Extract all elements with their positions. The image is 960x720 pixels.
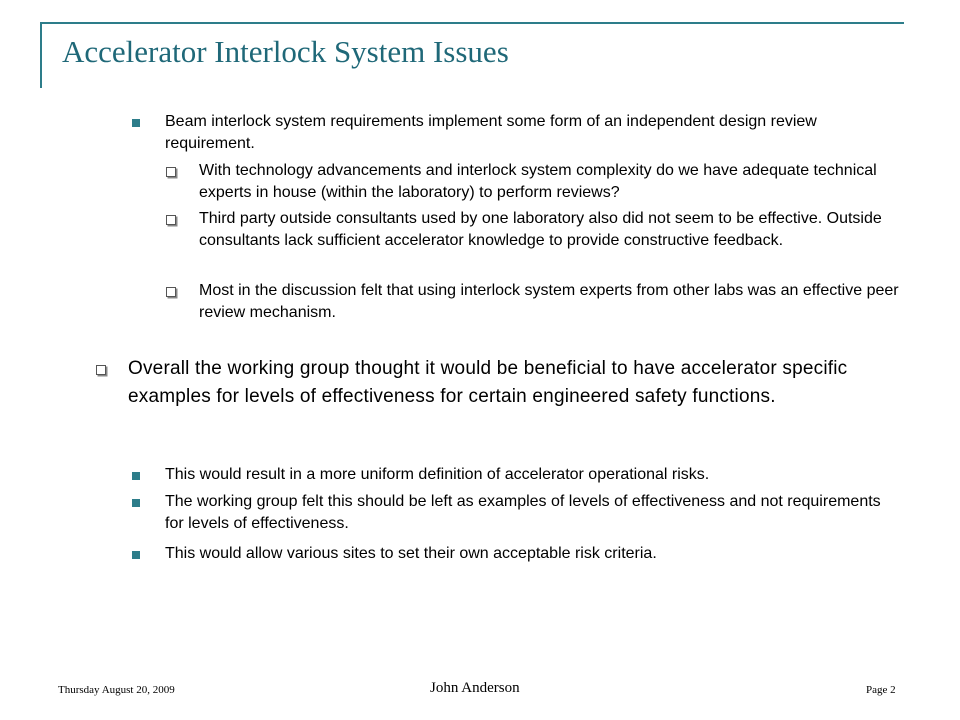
main-point-text: Overall the working group thought it would be beneficial to have accelerator specific examples for levels of effectiveness for certain engineered safety functions. bbox=[128, 358, 848, 407]
frame-left-line bbox=[40, 22, 42, 88]
square-bullet-icon bbox=[132, 499, 140, 507]
slide-title: Accelerator Interlock System Issues bbox=[62, 34, 509, 69]
subitem-text: Third party outside consultants used by one laboratory also did not seem to be effective. Outside consultants lack sufficient accelerator knowledge to provide constructive feedback. bbox=[199, 210, 882, 249]
square-bullet-icon bbox=[132, 472, 140, 480]
bullet-text: Beam interlock system requirements implement some form of an independent design review requirement. bbox=[165, 113, 817, 152]
bullet-examples-not-requirements bbox=[132, 491, 892, 535]
hollow-square-bullet-icon bbox=[166, 287, 176, 297]
footer-page-number: Page 2 bbox=[866, 684, 896, 696]
bullet-text: This would allow various sites to set their own acceptable risk criteria. bbox=[165, 545, 657, 562]
subitem-peer-review bbox=[166, 280, 911, 324]
frame-top-line bbox=[40, 22, 904, 24]
hollow-square-bullet-icon bbox=[166, 215, 176, 225]
square-bullet-icon bbox=[132, 551, 140, 559]
bullet-text: This would result in a more uniform definition of accelerator operational risks. bbox=[165, 466, 710, 483]
bullet-site-risk-criteria bbox=[132, 543, 892, 565]
subitem-third-party bbox=[166, 208, 911, 252]
subitem-text: Most in the discussion felt that using interlock system experts from other labs was an effective peer review mechanism. bbox=[199, 282, 899, 321]
bullet-independent-review bbox=[132, 111, 872, 155]
bullet-uniform-definition bbox=[132, 464, 892, 486]
subitem-text: With technology advancements and interlock system complexity do we have adequate technical experts in house (within the laboratory) to perform reviews? bbox=[199, 162, 877, 201]
hollow-square-bullet-icon bbox=[96, 365, 106, 375]
footer-date: Thursday August 20, 2009 bbox=[58, 684, 175, 696]
hollow-square-bullet-icon bbox=[166, 167, 176, 177]
footer-author: John Anderson bbox=[430, 680, 520, 696]
square-bullet-icon bbox=[132, 119, 140, 127]
bullet-text: The working group felt this should be left as examples of levels of effectiveness and not requirements for levels of effectiveness. bbox=[165, 493, 881, 532]
subitem-technical-experts bbox=[166, 160, 911, 204]
main-point-overall bbox=[96, 355, 856, 410]
